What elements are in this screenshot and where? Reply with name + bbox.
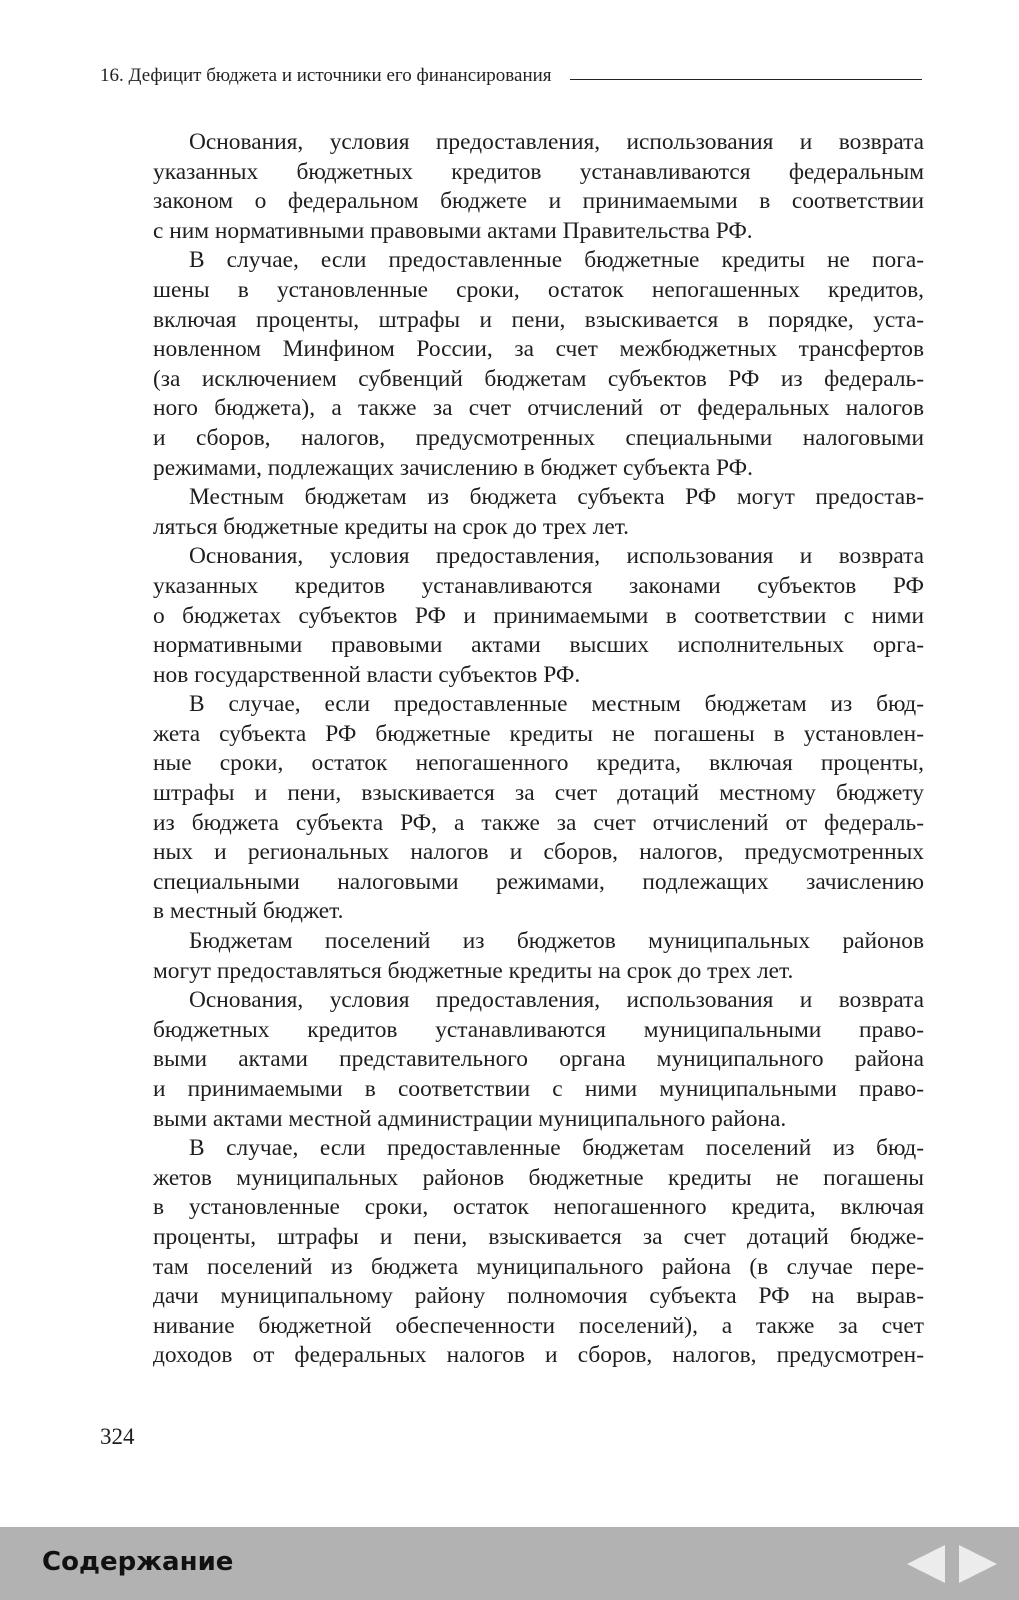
text-line: с ним нормативными правовыми актами Правительства РФ. xyxy=(153,217,753,244)
text-line: проценты, штрафы и пени, взыскивается за счет дотаций бюдже- xyxy=(153,1223,924,1250)
navigation-bar xyxy=(0,1527,1019,1600)
text-line: Основания, условия предоставления, использования и возврата xyxy=(189,129,924,155)
text-line: нов государственной власти субъектов РФ. xyxy=(153,661,581,688)
text-line: Основания, условия предоставления, использования и возврата xyxy=(189,987,924,1014)
text-line: в местный бюджет. xyxy=(153,898,344,925)
text-line: шены в установленные сроки, остаток непогашенных кредитов, xyxy=(153,276,924,303)
text-line: нормативными правовыми актами высших исполнительных орга- xyxy=(153,632,924,659)
running-head xyxy=(100,62,922,90)
text-line: выми актами представительного органа муниципального района xyxy=(153,1046,924,1073)
paragraph xyxy=(153,246,924,483)
text-line: в установленные сроки, остаток непогашенного кредита, включая xyxy=(153,1194,924,1221)
triangle-left-icon xyxy=(907,1545,945,1583)
text-line: из бюджета субъекта РФ, а также за счет отчислений от федераль- xyxy=(153,809,924,836)
page-number: 324 xyxy=(100,1424,135,1449)
text-line: ных и региональных налогов и сборов, налогов, предусмотренных xyxy=(153,839,924,866)
text-line: Основания, условия предоставления, использования и возврата xyxy=(189,543,924,570)
paragraph xyxy=(153,542,924,690)
text-line: (за исключением субвенций бюджетам субъектов РФ из федераль- xyxy=(153,365,924,392)
text-line: указанных бюджетных кредитов устанавливаются федеральным xyxy=(153,158,924,185)
text-line: новленном Минфином России, за счет межбюджетных трансфертов xyxy=(153,336,924,363)
text-line: В случае, если предоставленные бюджетные кредиты не пога- xyxy=(189,247,924,274)
text-line: Местным бюджетам из бюджета субъекта РФ могут предостав- xyxy=(189,484,924,511)
text-line: законом о федеральном бюджете и принимаемыми в соответствии xyxy=(153,188,924,215)
text-line: о бюджетах субъектов РФ и принимаемыми в соответствии с ними xyxy=(153,602,924,629)
prev-page-button[interactable] xyxy=(903,1543,949,1585)
paragraph xyxy=(153,483,924,542)
paragraph xyxy=(153,1134,924,1371)
text-line: доходов от федеральных налогов и сборов, налогов, предусмотрен- xyxy=(153,1342,924,1369)
text-line: Бюджетам поселений из бюджетов муниципальных районов xyxy=(189,928,924,955)
page-navigation xyxy=(903,1543,1001,1585)
text-line: жета субъекта РФ бюджетные кредиты не погашены в установлен- xyxy=(153,720,924,747)
text-line: ные сроки, остаток непогашенного кредита, включая проценты, xyxy=(153,750,924,777)
text-line: специальными налоговыми режимами, подлежащих зачислению xyxy=(153,868,924,895)
paragraph xyxy=(153,927,924,986)
text-line: и сборов, налогов, предусмотренных специальными налоговыми xyxy=(153,424,924,451)
text-line: В случае, если предоставленные бюджетам поселений из бюд- xyxy=(189,1135,924,1162)
text-line: режимами, подлежащих зачислению в бюджет субъекта РФ. xyxy=(153,454,753,481)
text-line: дачи муниципальному району полномочия субъекта РФ на вырав- xyxy=(153,1283,924,1310)
text-line: указанных кредитов устанавливаются законами субъектов РФ xyxy=(153,572,924,599)
contents-link[interactable]: Содержание xyxy=(42,1547,234,1577)
paragraph xyxy=(153,690,924,927)
text-line: ного бюджета), а также за счет отчислений от федеральных налогов xyxy=(153,395,924,422)
text-line: там поселений из бюджета муниципального района (в случае пере- xyxy=(153,1253,924,1280)
body-text xyxy=(153,128,924,1371)
running-title: 16. Дефицит бюджета и источники его финансирования xyxy=(100,65,552,86)
text-line: включая проценты, штрафы и пени, взыскивается в порядке, уста- xyxy=(153,306,924,333)
text-line: штрафы и пени, взыскивается за счет дотаций местному бюджету xyxy=(153,780,924,807)
paragraph xyxy=(153,128,924,246)
paragraph xyxy=(153,986,924,1134)
triangle-right-icon xyxy=(959,1545,997,1583)
text-line: бюджетных кредитов устанавливаются муниципальными право- xyxy=(153,1016,924,1043)
header-rule xyxy=(570,79,922,80)
next-page-button[interactable] xyxy=(955,1543,1001,1585)
text-line: В случае, если предоставленные местным бюджетам из бюд- xyxy=(189,691,924,718)
text-line: жетов муниципальных районов бюджетные кредиты не погашены xyxy=(153,1164,924,1191)
text-line: и принимаемыми в соответствии с ними муниципальными право- xyxy=(153,1076,924,1102)
text-line: выми актами местной администрации муниципального района. xyxy=(153,1105,787,1132)
text-line: нивание бюджетной обеспеченности поселений), а также за счет xyxy=(153,1312,924,1339)
text-line: могут предоставляться бюджетные кредиты на срок до трех лет. xyxy=(153,957,794,984)
text-line: ляться бюджетные кредиты на срок до трех лет. xyxy=(153,513,630,540)
